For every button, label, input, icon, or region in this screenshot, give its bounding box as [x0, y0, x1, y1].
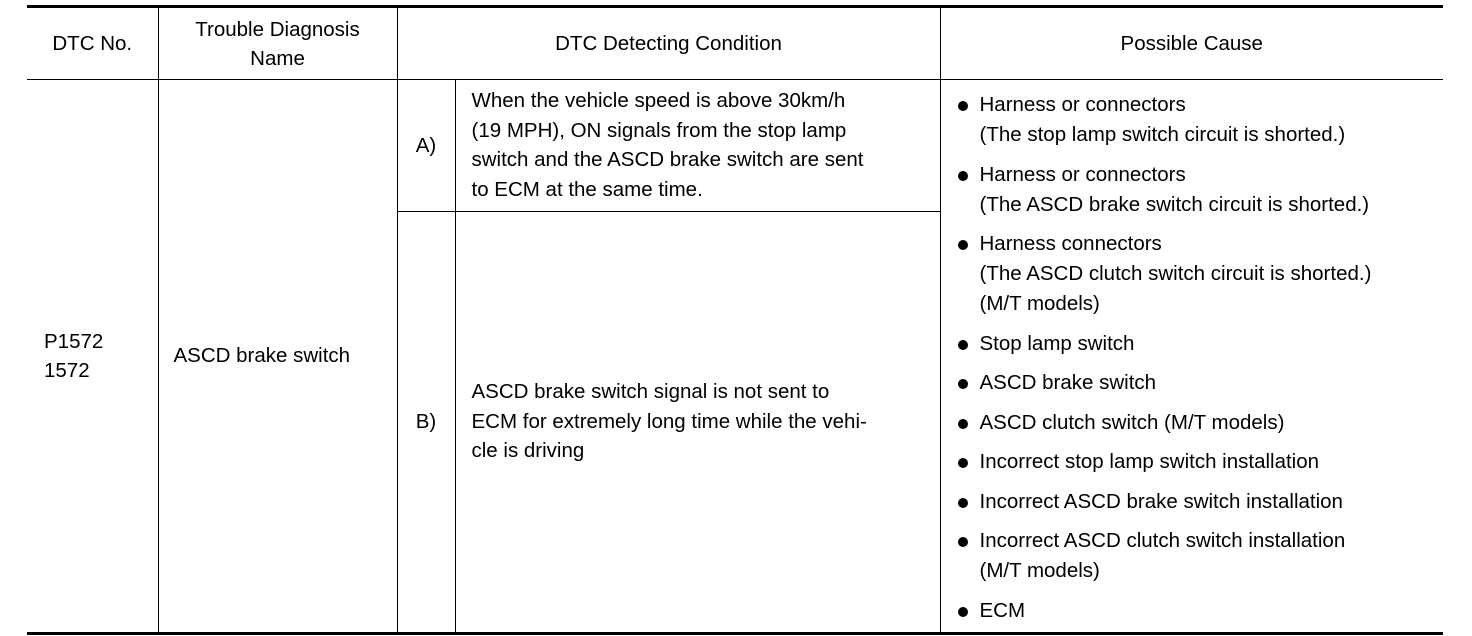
bullet-icon: [958, 101, 968, 111]
bullet-icon: [958, 419, 968, 429]
list-item: Incorrect stop lamp switch installation: [955, 447, 1444, 477]
header-row: [27, 7, 1443, 80]
dtc-code-cell: P1572 1572: [27, 80, 158, 634]
list-item: ASCD clutch switch (M/T models): [955, 408, 1444, 438]
list-item: Stop lamp switch: [955, 329, 1444, 359]
header-detecting-condition: DTC Detecting Condition: [397, 7, 940, 80]
condition-marker-a: A): [397, 80, 455, 212]
possible-cause-cell: [940, 80, 1443, 634]
list-item: Harness connectors (The ASCD clutch switch circuit is shorted.) (M/T models): [955, 229, 1444, 319]
condition-marker-b: B): [397, 211, 455, 633]
bullet-icon: [958, 537, 968, 547]
bullet-icon: [958, 458, 968, 468]
bullet-icon: [958, 379, 968, 389]
dtc-table: [27, 5, 1443, 635]
table-row: [27, 80, 1443, 212]
condition-text-a: When the vehicle speed is above 30km/h (19 MPH), ON signals from the stop lamp switch and the ASCD brake switch are sent to ECM at the same time.: [455, 80, 940, 212]
bullet-icon: [958, 171, 968, 181]
bullet-icon: [958, 498, 968, 508]
possible-cause-list: [955, 90, 1444, 626]
bullet-icon: [958, 340, 968, 350]
header-diagnosis-name: Trouble Diagnosis Name: [158, 7, 397, 80]
list-item: ECM: [955, 596, 1444, 626]
header-possible-cause: Possible Cause: [940, 7, 1443, 80]
bullet-icon: [958, 607, 968, 617]
condition-text-b: ASCD brake switch signal is not sent to ECM for extremely long time while the vehi- cle is driving: [455, 211, 940, 633]
header-dtc-no: DTC No.: [27, 7, 158, 80]
list-item: Incorrect ASCD clutch switch installation (M/T models): [955, 526, 1444, 586]
bullet-icon: [958, 240, 968, 250]
list-item: Incorrect ASCD brake switch installation: [955, 487, 1444, 517]
list-item: Harness or connectors (The stop lamp switch circuit is shorted.): [955, 90, 1444, 150]
diagnosis-name-cell: ASCD brake switch: [158, 80, 397, 634]
list-item: ASCD brake switch: [955, 368, 1444, 398]
list-item: Harness or connectors (The ASCD brake switch circuit is shorted.): [955, 160, 1444, 220]
